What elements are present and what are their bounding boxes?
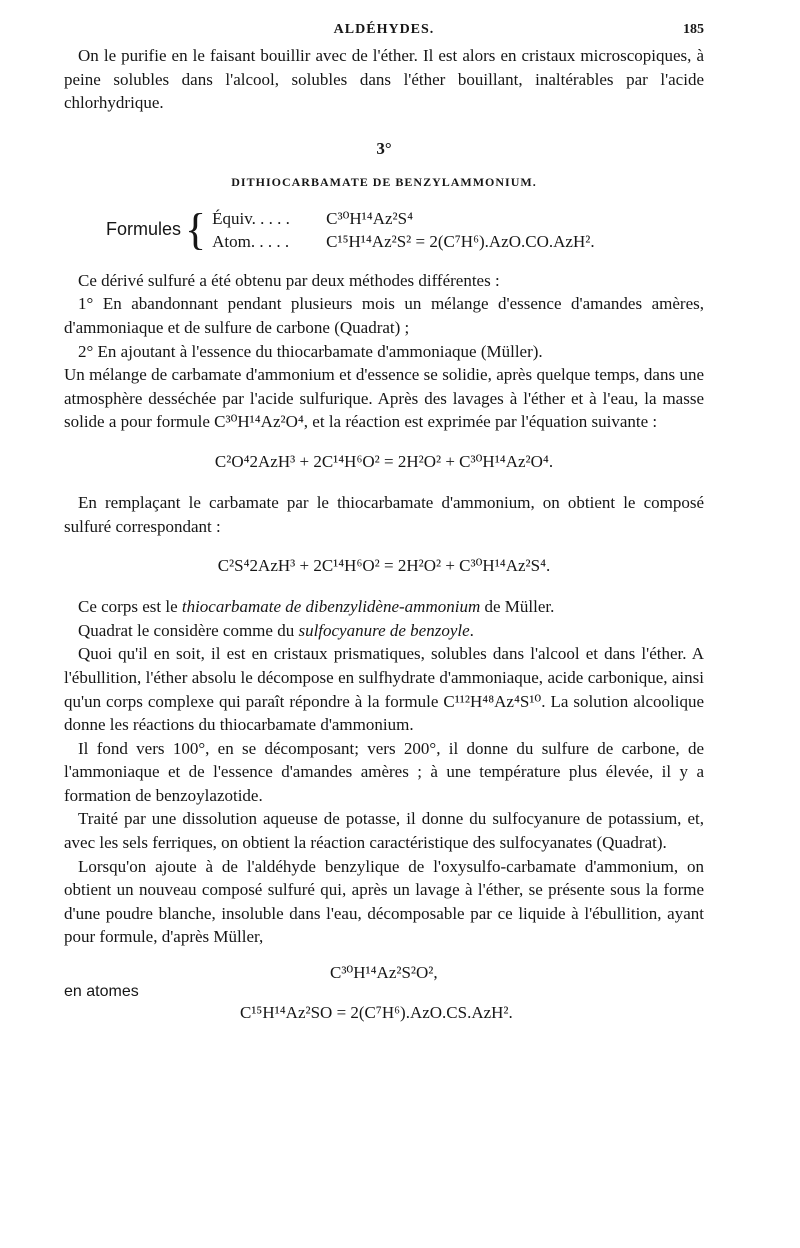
text-span: de Müller. — [480, 597, 555, 617]
formulas-block — [106, 203, 704, 257]
paragraph-melting: Il fond vers 100°, en se décomposant; vers 200°, il donne du sulfure de carbone, de l'ammoniaque et de l'essence d'amandes amères ; à une température plus élevée, il y a formation de benzoylazotide. — [64, 738, 704, 805]
running-header — [64, 18, 704, 44]
text-span: Ce corps est le — [78, 597, 182, 617]
atom-formula: C¹⁵H¹⁴Az²S² = 2(C⁷H⁶).AzO.CO.AzH². — [326, 231, 595, 251]
formula-row-atom — [212, 230, 594, 253]
final-formula-block — [64, 963, 704, 1029]
formulas-rows — [212, 207, 594, 253]
running-title: ALDÉHYDES. — [333, 22, 435, 37]
paragraph-thiocarbamate: En remplaçant le carbamate par le thiocarbamate d'ammonium, on obtient le composé sulfuré correspondant : — [64, 492, 704, 536]
paragraph-quadrat-name — [64, 619, 704, 643]
text-span: . — [469, 620, 474, 640]
brace-glyph: { — [185, 204, 207, 254]
formulas-label: Formules — [106, 219, 182, 240]
paragraph-carbamate: Un mélange de carbamate d'ammonium et d'essence se solidie, après quelque temps, dans une atmosphère desséchée par l'acide sulfurique. Après des lavages à l'éther et à l'eau, la masse solide a pour formule C³⁰H¹⁴Az²O⁴, et la réaction est exprimée par l'équation suivante : — [64, 365, 704, 432]
formula-row-equiv — [212, 207, 594, 230]
equiv-formula: C³⁰H¹⁴Az²S⁴ — [326, 208, 413, 228]
section-number: 3° — [376, 138, 392, 158]
paragraph-potash: Traité par une dissolution aqueuse de potasse, il donne du sulfocyanure de potassium, et, avec les sels ferriques, on obtient la réaction caractéristique des sulfocyanates (Quadrat). — [64, 809, 704, 853]
equiv-label: Équiv. . . . . — [212, 208, 290, 228]
paragraph-method-1: 1° En abandonnant pendant plusieurs mois un mélange d'essence d'amandes amères, d'ammoniaque et de sulfure de carbone (Quadrat) ; — [64, 294, 704, 337]
paragraph-muller-name — [64, 595, 704, 619]
paragraph-methods-intro: Ce dérivé sulfuré a été obtenu par deux méthodes différentes : — [78, 270, 500, 290]
paragraph-properties: Quoi qu'il en soit, il est en cristaux prismatiques, solubles dans l'alcool et dans l'éther. A l'ébullition, l'éther absolu le décompose en sulfhydrate d'ammoniaque, acide carbonique, ainsi qu'un corps complexe qui paraît répondre à la formule C¹¹²H⁴⁸Az⁴S¹⁰. La solution alcoolique donne les réactions du thiocarbamate d'ammonium. — [64, 644, 704, 735]
final-formula-atom: C¹⁵H¹⁴Az²SO = 2(C⁷H⁶).AzO.CS.AzH². — [240, 1003, 513, 1023]
paragraph-method-2: 2° En ajoutant à l'essence du thiocarbamate d'ammoniaque (Müller). — [78, 341, 543, 361]
section-title: DITHIOCARBAMATE DE BENZYLAMMONIUM. — [231, 174, 537, 189]
italic-compound-name: sulfocyanure de benzoyle — [298, 620, 470, 640]
atom-label: Atom. . . . . — [212, 231, 290, 251]
page-number: 185 — [683, 22, 704, 37]
italic-compound-name: thiocarbamate de dibenzylidène-ammonium — [181, 597, 481, 617]
equation-carbamate: C²O⁴2AzH³ + 2C¹⁴H⁶O² = 2H²O² + C³⁰H¹⁴Az²O⁴. — [214, 451, 554, 471]
text-span: Quadrat le considère comme du — [78, 620, 299, 640]
paragraph-oxysulfo: Lorsqu'on ajoute à de l'aldéhyde benzylique de l'oxysulfo-carbamate d'ammonium, on obtient un nouveau composé sulfuré qui, après un lavage à l'éther, se présente sous la forme d'une poudre blanche, insoluble dans l'eau, décomposable par ce liquide à l'ébullition, ayant pour formule, d'après Müller, — [64, 856, 704, 947]
equation-thiocarbamate: C²S⁴2AzH³ + 2C¹⁴H⁶O² = 2H²O² + C³⁰H¹⁴Az²S⁴. — [217, 556, 551, 576]
final-formula-equiv: C³⁰H¹⁴Az²S²O², — [330, 963, 438, 983]
final-formula-label: en atomes — [64, 983, 139, 1001]
intro-paragraph: On le purifie en le faisant bouillir avec de l'éther. Il est alors en cristaux microscopiques, à peine solubles dans l'alcool, solubles dans l'éther bouillant, inaltérables par l'acide chlorhydrique. — [64, 46, 704, 113]
